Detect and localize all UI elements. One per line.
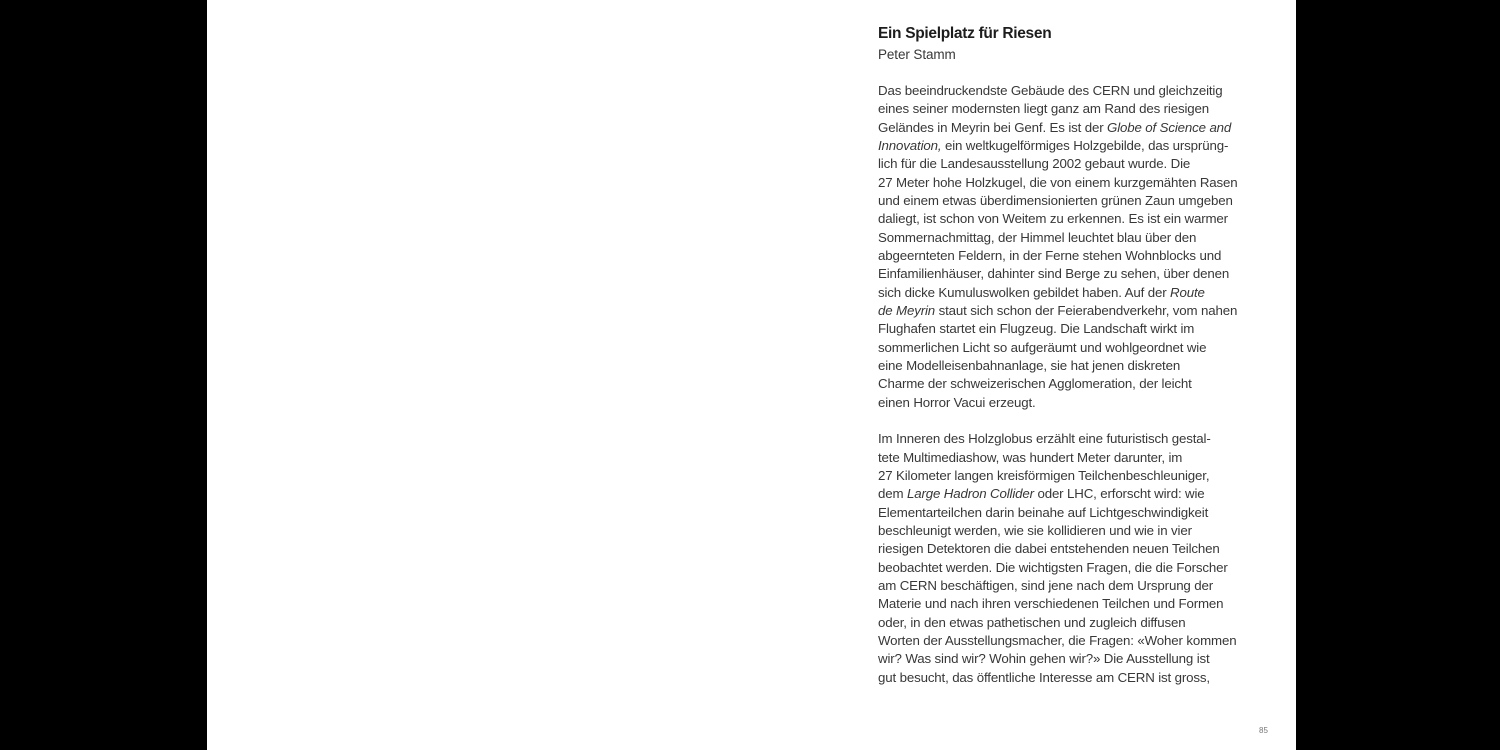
text-segment: beobachtet werden. Die wichtigsten Fragen, die die Forscher	[878, 559, 1228, 575]
text-line	[878, 302, 1288, 320]
text-segment: lich für die Landesausstellung 2002 gebaut wurde. Die	[878, 156, 1191, 172]
text-line	[878, 284, 1288, 302]
paragraph	[878, 430, 1288, 687]
text-line	[878, 192, 1288, 210]
text-line	[878, 155, 1288, 173]
text-segment: eines seiner modernsten liegt ganz am Rand des riesigen	[878, 101, 1210, 117]
body-text	[878, 82, 1288, 687]
text-line	[878, 467, 1288, 485]
text-segment: abgeernteten Feldern, in der Ferne stehen Wohnblocks und	[878, 247, 1222, 263]
text-line	[878, 559, 1288, 577]
text-line	[878, 229, 1288, 247]
text-segment: Elementarteilchen darin beinahe auf Lichtgeschwindigkeit	[878, 504, 1209, 520]
page-title: Ein Spielplatz für Riesen	[878, 25, 1052, 42]
text-segment: eine Modelleisenbahnanlage, sie hat jenen diskreten	[878, 357, 1181, 373]
text-line	[878, 375, 1288, 393]
text-segment: 27 Kilometer langen kreisförmigen Teilchenbeschleuniger,	[878, 467, 1210, 483]
text-segment: Sommernachmittag, der Himmel leuchtet blau über den	[878, 229, 1197, 245]
text-line	[878, 394, 1288, 412]
text-segment: Geländes in Meyrin bei Genf. Es ist der	[878, 119, 1108, 135]
text-line	[878, 595, 1288, 613]
text-segment: Das beeindruckendste Gebäude des CERN und gleichzeitig	[878, 83, 1223, 98]
text-segment: Einfamilienhäuser, dahinter sind Berge zu sehen, über denen	[878, 266, 1230, 282]
page-number: 85	[1259, 726, 1268, 735]
text-line	[878, 339, 1288, 357]
text-line	[878, 82, 1288, 100]
text-line	[878, 320, 1288, 338]
text-line	[878, 174, 1288, 192]
text-line	[878, 504, 1288, 522]
text-line	[878, 540, 1288, 558]
text-line	[878, 669, 1288, 687]
text-line	[878, 632, 1288, 650]
text-line	[878, 357, 1288, 375]
text-column	[878, 24, 1288, 687]
text-segment: einen Horror Vacui erzeugt.	[878, 394, 1036, 410]
text-segment: dem	[878, 486, 907, 502]
text-segment: beschleunigt werden, wie sie kollidieren und wie in vier	[878, 522, 1192, 538]
italic-text-segment: Globe of Science and	[1107, 119, 1232, 135]
text-segment: 27 Meter hohe Holzkugel, die von einem kurzgemähten Rasen	[878, 174, 1238, 190]
text-line	[878, 100, 1288, 118]
text-line	[878, 449, 1288, 467]
italic-text-segment: Route	[1170, 284, 1205, 300]
text-segment: ein weltkugelförmiges Holzgebilde, das ursprüng-	[941, 137, 1229, 153]
text-line	[878, 247, 1288, 265]
text-line	[878, 119, 1288, 137]
text-line	[878, 577, 1288, 595]
document-page	[207, 0, 1296, 750]
text-segment: Materie und nach ihren verschiedenen Teilchen und Formen	[878, 596, 1224, 612]
text-segment: Worten der Ausstellungsmacher, die Fragen: «Woher kommen	[878, 632, 1237, 648]
paragraph	[878, 82, 1288, 412]
letterbox-left	[0, 0, 207, 750]
text-segment: riesigen Detektoren die dabei entstehenden neuen Teilchen	[878, 541, 1220, 557]
italic-text-segment: Innovation,	[878, 137, 942, 153]
letterbox-right	[1296, 0, 1500, 750]
text-line	[878, 265, 1288, 283]
text-line	[878, 650, 1288, 668]
author-byline: Peter Stamm	[878, 47, 956, 62]
text-segment: Charme der schweizerischen Agglomeration, der leicht	[878, 376, 1192, 392]
text-segment: gut besucht, das öffentliche Interesse am CERN ist gross,	[878, 669, 1210, 685]
text-line	[878, 430, 1288, 448]
text-segment: oder, in den etwas pathetischen und zugleich diffusen	[878, 614, 1186, 630]
text-line	[878, 485, 1288, 503]
text-segment: wir? Was sind wir? Wohin gehen wir?» Die Ausstellung ist	[878, 651, 1210, 667]
text-segment: sommerlichen Licht so aufgeräumt und wohlgeordnet wie	[878, 339, 1207, 355]
text-segment: daliegt, ist schon von Weitem zu erkennen. Es ist ein warmer	[878, 211, 1228, 227]
text-segment: staut sich schon der Feierabendverkehr, vom nahen	[935, 302, 1238, 318]
text-segment: oder LHC, erforscht wird: wie	[1033, 486, 1205, 502]
text-segment: tete Multimediashow, was hundert Meter darunter, im	[878, 449, 1183, 465]
italic-text-segment: Large Hadron Collider	[906, 486, 1034, 502]
text-line	[878, 614, 1288, 632]
italic-text-segment: de Meyrin	[878, 302, 936, 318]
text-segment: am CERN beschäftigen, sind jene nach dem Ursprung der	[878, 577, 1213, 593]
text-segment: Im Inneren des Holzglobus erzählt eine futuristisch gestal-	[878, 431, 1211, 447]
text-line	[878, 210, 1288, 228]
text-segment: Flughafen startet ein Flugzeug. Die Landschaft wirkt im	[878, 321, 1195, 337]
text-segment: sich dicke Kumuluswolken gebildet haben. Auf der	[878, 284, 1171, 300]
text-line	[878, 137, 1288, 155]
text-segment: und einem etwas überdimensionierten grünen Zaun umgeben	[878, 192, 1233, 208]
text-line	[878, 522, 1288, 540]
